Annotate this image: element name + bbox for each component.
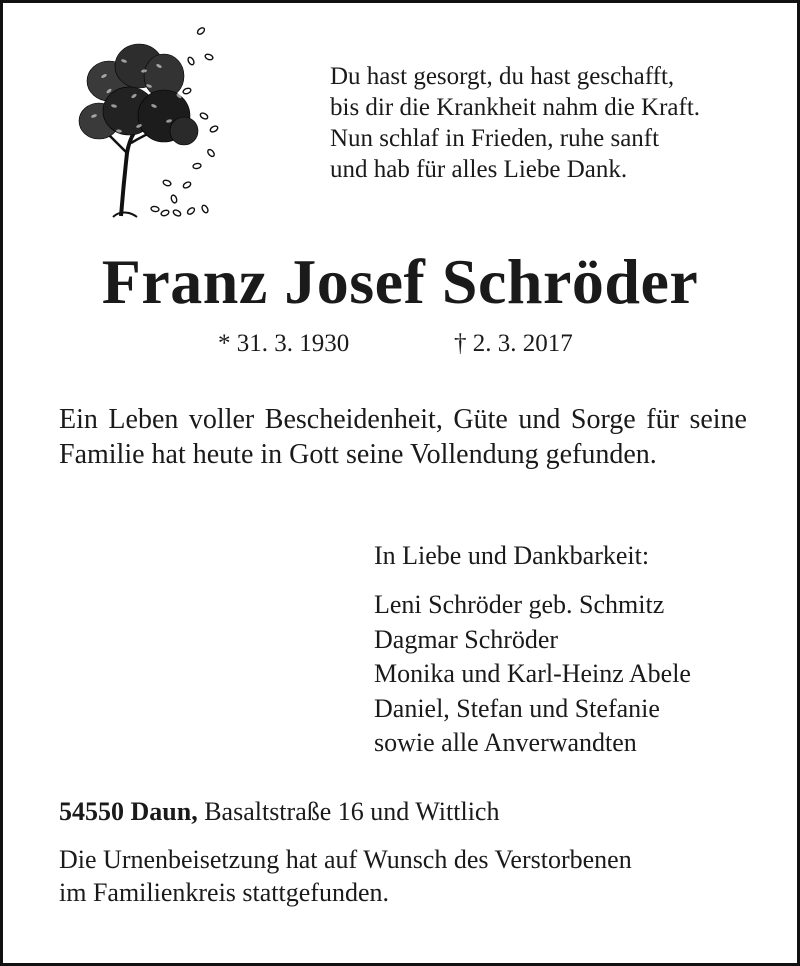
poem-line: bis dir die Krankheit nahm die Kraft.: [330, 94, 701, 121]
windblown-tree-icon: [69, 21, 229, 221]
address-city: 54550 Daun,: [59, 797, 198, 826]
mourner-name: Daniel, Stefan und Stefanie: [374, 693, 660, 723]
mourner-name: Dagmar Schröder: [374, 624, 559, 654]
address: [59, 796, 499, 828]
burial-note-line: im Familienkreis stattgefunden.: [59, 878, 389, 907]
poem-line: Nun schlaf in Frieden, ruhe sanft: [330, 125, 660, 152]
burial-note-line: Die Urnenbeisetzung hat auf Wunsch des Verstorbenen: [59, 845, 632, 874]
death-date: † 2. 3. 2017: [454, 330, 573, 357]
deceased-name: Franz Josef Schröder: [101, 246, 699, 317]
mourner-name: Leni Schröder geb. Schmitz: [374, 590, 665, 619]
mourners-list: [374, 588, 691, 761]
tribute-text: Ein Leben voller Bescheidenheit, Güte und Sorge für seine Familie hat heute in Gott seine Vollendung gefunden.: [59, 404, 747, 470]
poem-line: und hab für alles Liebe Dank.: [330, 156, 628, 183]
birth-date: * 31. 3. 1930: [218, 330, 350, 357]
mourner-name: sowie alle Anverwandten: [374, 728, 637, 757]
mourners-heading: In Liebe und Dankbarkeit:: [374, 541, 650, 570]
mourner-name: Monika und Karl-Heinz Abele: [374, 659, 691, 688]
address-street: Basaltstraße 16 und Wittlich: [197, 797, 500, 826]
poem: [330, 61, 700, 185]
burial-note: [59, 843, 632, 909]
poem-line: Du hast gesorgt, du hast geschafft,: [330, 63, 675, 90]
